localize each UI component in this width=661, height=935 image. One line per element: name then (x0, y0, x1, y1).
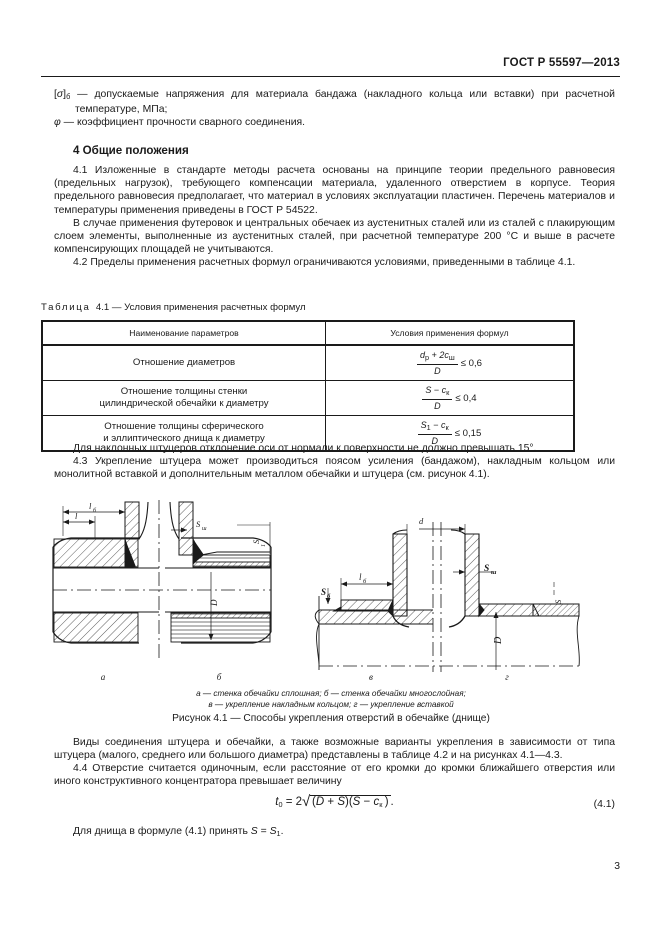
var-2c: 2c (439, 350, 449, 361)
paragraph-connection-types: Виды соединения штуцера и обечайки, а также возможные варианты укрепления в зависимости от типа штуцера (малого, среднего или большого диаметра) представлены в таблице 4.2 и на рисунках 4.1—4.3. (54, 737, 615, 762)
label-d: d (419, 516, 424, 526)
svg-text:б: б (93, 508, 97, 514)
fraction-denominator: D (431, 435, 438, 446)
label-S-sh: S (484, 564, 490, 574)
table-cell-line: и эллиптического днища к диаметру (103, 433, 265, 444)
table-row (42, 345, 574, 381)
var-S1: S (420, 420, 427, 431)
svg-text:б: б (363, 578, 367, 585)
formula-operator: − (433, 385, 440, 396)
figure-caption: Рисунок 4.1 — Способы укрепления отверстий в обечайке (днище) (172, 713, 490, 724)
equation-4-1-row (54, 795, 615, 821)
page-number: 3 (614, 861, 620, 872)
table-header-conditions: Условия применения формул (326, 321, 575, 345)
label-l-b: l (89, 501, 92, 511)
label-l-b2: l (359, 572, 362, 582)
equation-4-1 (54, 795, 615, 809)
table-caption-number: 4.1 (95, 302, 110, 313)
table-cell-parameter (42, 345, 326, 381)
figure-letter-b: б (216, 672, 222, 682)
figure-legend (41, 688, 621, 710)
label-S-sh-b: S (196, 519, 201, 529)
table-head (42, 321, 574, 345)
table-cell-formula (326, 381, 575, 416)
table-cell-formula (326, 345, 575, 381)
paragraph-austenitic-steels: В случае применения футеровок и центральных обечаек из аустенитных сталей или из сталей с плакирующим слоем элементы, выполненные из аустенитных сталей, при расчетной температуре 200 °С и выше в расчете компенсирующих площадей не учитываются. (54, 217, 615, 255)
equation-equals: = 2 (285, 796, 303, 808)
upper-text-block (54, 88, 615, 269)
table-caption-label: Таблица (41, 302, 91, 313)
paragraph-4-3: 4.3 Укрепление штуцера может производиться поясом усиления (бандажом), накладным кольцом или монолитной вставкой и дополнительным металлом обечайки и штуцера (см. рисунок 4.1). (54, 456, 615, 481)
table-body (42, 345, 574, 451)
radical-sign: √ (302, 793, 311, 810)
fraction-numerator (417, 350, 458, 364)
var-2c-sub: ш (448, 353, 455, 363)
equation-number: (4.1) (593, 799, 615, 810)
svg-text:б: б (327, 593, 331, 600)
table-cell-line: Отношение диаметров (132, 357, 236, 368)
label-S-1: S (251, 539, 261, 544)
fraction-numerator (422, 385, 452, 399)
svg-text:ш: ш (202, 526, 207, 532)
fraction-denominator: D (434, 365, 441, 376)
var-S: S (425, 385, 432, 396)
formula-relation: ≤ 0,4 (455, 392, 477, 404)
paragraph-4-1: 4.1 Изложенные в стандарте методы расчета основаны на принципе теории предельного равновесия (предельных нагрузок), требующего компенсации материала, удаленного отверстием в корпусе. Теория предельного равновесия предполагает, что материал в условиях эксплуатации пластичен. Перечень материалов и температуры применения приведены в ГОСТ Р 54522. (54, 165, 615, 216)
table-cell-line: Отношение толщины стенки (120, 386, 248, 397)
formula-operator: + (431, 350, 437, 361)
formula-fraction (422, 385, 452, 411)
var-c-sub: к (445, 423, 449, 433)
definition-phi: φ — коэффициент прочности сварного соединения. (54, 117, 306, 129)
mid-text-block (54, 442, 615, 481)
figure-legend-line-2: в — укрепление накладным кольцом; г — укрепление вставкой (208, 700, 454, 709)
radicand: $(D + S)(S - c_к$ ) (312, 796, 389, 809)
figure-4-1-drawing (41, 492, 621, 687)
paragraph-inclined-nozzles: Для наклонных штуцеров отклонение оси от нормали к поверхности не должно превышать 15°. (73, 443, 537, 454)
var-d: d (419, 350, 425, 361)
label-l: l (75, 511, 78, 521)
paragraph-4-4: 4.4 Отверстие считается одиночным, если расстояние от его кромки до кромки ближайшего отверстия или иного конструктивного концентратора превышает величину (54, 763, 615, 788)
var-d-sub: р (425, 353, 430, 363)
table-cell-line: цилиндрической обечайки к диаметру (99, 398, 269, 409)
definition-sigma-b: $[\sigma]_б$ — допускаемые напряжения для материала бандажа (накладного кольца или вставки) при расчетной температуре, МПа; (54, 89, 615, 116)
fraction-numerator (418, 420, 452, 434)
table-cell-line: Отношение толщины сферического (104, 421, 264, 432)
figure-legend-line-1: а — стенка обечайки сплошная; б — стенка обечайки многослойная; (196, 689, 466, 698)
fraction-denominator: D (434, 400, 441, 411)
table-row (42, 381, 574, 416)
figure-part-letters (101, 672, 509, 682)
table-cell-parameter (42, 381, 326, 416)
figure-letter-g: г (505, 672, 509, 682)
var-c: c (441, 385, 447, 396)
page-header-standard-id: ГОСТ Р 55597—2013 (503, 57, 620, 69)
figure-letter-v: в (369, 672, 373, 682)
var-c: c (441, 420, 446, 431)
equation-period: . (390, 796, 394, 808)
svg-text:ш: ш (491, 569, 497, 576)
table-caption-dash: — (111, 302, 122, 313)
section-heading: 4 Общие положения (73, 144, 189, 158)
formula-fraction (417, 350, 458, 376)
figure-letter-a: а (100, 672, 106, 682)
nozzle-reinforcement-svg (41, 492, 621, 687)
header-divider-rule (41, 76, 620, 77)
table-caption (41, 302, 306, 313)
table-caption-title: Условия применения расчетных формул (124, 302, 306, 313)
formula-relation: ≤ 0,6 (460, 357, 483, 369)
paragraph-4-2: 4.2 Пределы применения расчетных формул ограничиваются условиями, приведенными в таблице 4.1. (73, 256, 576, 268)
label-S-b: S (321, 587, 327, 597)
closing-paragraph: Для днища в формуле (4.1) принять $S = S_1$. (73, 826, 284, 838)
table-header-parameters: Наименование параметров (42, 321, 326, 345)
table-header-row (42, 321, 574, 345)
svg-text:1: 1 (261, 544, 267, 547)
conditions-table (41, 320, 575, 452)
lower-text-block (54, 736, 615, 788)
square-root (302, 795, 390, 809)
formula-relation: ≤ 0,15 (454, 427, 482, 439)
equation-lhs-var: t (275, 796, 279, 808)
label-D: D (493, 636, 504, 644)
var-S1-sub: 1 (426, 423, 431, 433)
formula-operator: − (433, 420, 439, 431)
label-D-b: D (209, 599, 219, 606)
var-c-sub: к (446, 388, 450, 398)
label-S: S (553, 599, 563, 604)
equation-lhs-sub: 0 (278, 800, 283, 809)
